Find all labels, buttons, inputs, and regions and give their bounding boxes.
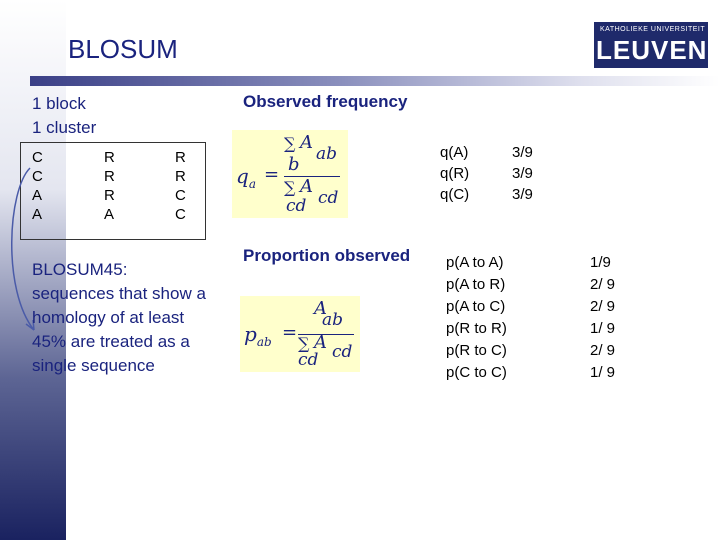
proportion-label: p(C to C) (446, 364, 507, 381)
formula-A: A (300, 132, 313, 153)
sum-symbol: ∑ (298, 334, 310, 353)
logo-line-2: LEUVEN (596, 35, 708, 65)
observed-values (512, 142, 533, 205)
sequence-column-1 (32, 148, 43, 224)
observed-labels (440, 142, 469, 205)
formula-b: b (288, 154, 300, 175)
proportion-value: 2/ 9 (590, 342, 616, 359)
formula-A: A (314, 332, 327, 353)
logo-line-1: KATHOLIEKE UNIVERSITEIT (600, 26, 706, 33)
block-label: 1 block (32, 94, 86, 113)
formula-A: A (300, 176, 313, 197)
residue: R (104, 168, 115, 185)
p-formula (240, 296, 360, 372)
formula-ab: ab (316, 144, 338, 164)
residue: C (32, 149, 43, 166)
formula-ab: ab (322, 310, 344, 330)
cluster-label: 1 cluster (32, 118, 97, 137)
proportion-value: 2/ 9 (590, 276, 616, 293)
blosum45-description: BLOSUM45: sequences that show a homology of at least 45% are treated as a single sequence (32, 260, 206, 375)
proportion-value: 1/ 9 (590, 320, 616, 337)
observed-value: 3/9 (512, 186, 533, 203)
proportion-value: 1/9 (590, 254, 611, 271)
formula-cd: cd (286, 196, 307, 216)
sequence-column-3 (175, 148, 186, 224)
sequence-column-2 (104, 148, 115, 224)
formula-q: $q_a$ (236, 164, 256, 191)
title-rule (30, 76, 720, 86)
proportion-value: 1/ 9 (590, 364, 616, 381)
residue: A (32, 206, 43, 223)
observed-value: 3/9 (512, 165, 533, 182)
formula-cd: cd (332, 342, 353, 362)
residue: A (32, 187, 43, 204)
residue: R (104, 149, 115, 166)
proportion-value: 2/ 9 (590, 298, 616, 315)
formula-p: $p_{ab}$ (244, 322, 272, 349)
residue: R (175, 149, 186, 166)
residue: A (104, 206, 115, 223)
proportion-label: p(A to A) (446, 254, 504, 271)
university-logo (594, 22, 708, 68)
residue: R (104, 187, 115, 204)
proportion-values (590, 252, 615, 384)
formula-cd: cd (318, 188, 339, 208)
proportion-label: p(R to R) (446, 320, 507, 337)
residue: C (175, 187, 186, 204)
proportion-label: p(R to C) (446, 342, 507, 359)
residue: R (175, 168, 186, 185)
proportion-observed-heading: Proportion observed (243, 246, 411, 265)
sum-symbol: ∑ (284, 134, 296, 153)
q-formula (232, 130, 348, 218)
formula-A: A (314, 298, 327, 319)
proportion-label: p(A to C) (446, 298, 506, 315)
proportion-labels (446, 252, 507, 384)
sum-symbol: ∑ (284, 178, 296, 197)
formula-cd: cd (298, 350, 319, 370)
observed-label: q(C) (440, 186, 470, 203)
observed-frequency-heading: Observed frequency (243, 92, 408, 111)
residue: C (32, 168, 43, 185)
formula-equals: = (282, 322, 298, 343)
observed-label: q(R) (440, 165, 470, 182)
residue: C (175, 206, 186, 223)
observed-label: q(A) (440, 144, 469, 161)
page-title: BLOSUM (68, 34, 178, 64)
formula-equals: = (264, 164, 280, 185)
observed-value: 3/9 (512, 144, 533, 161)
proportion-label: p(A to R) (446, 276, 506, 293)
